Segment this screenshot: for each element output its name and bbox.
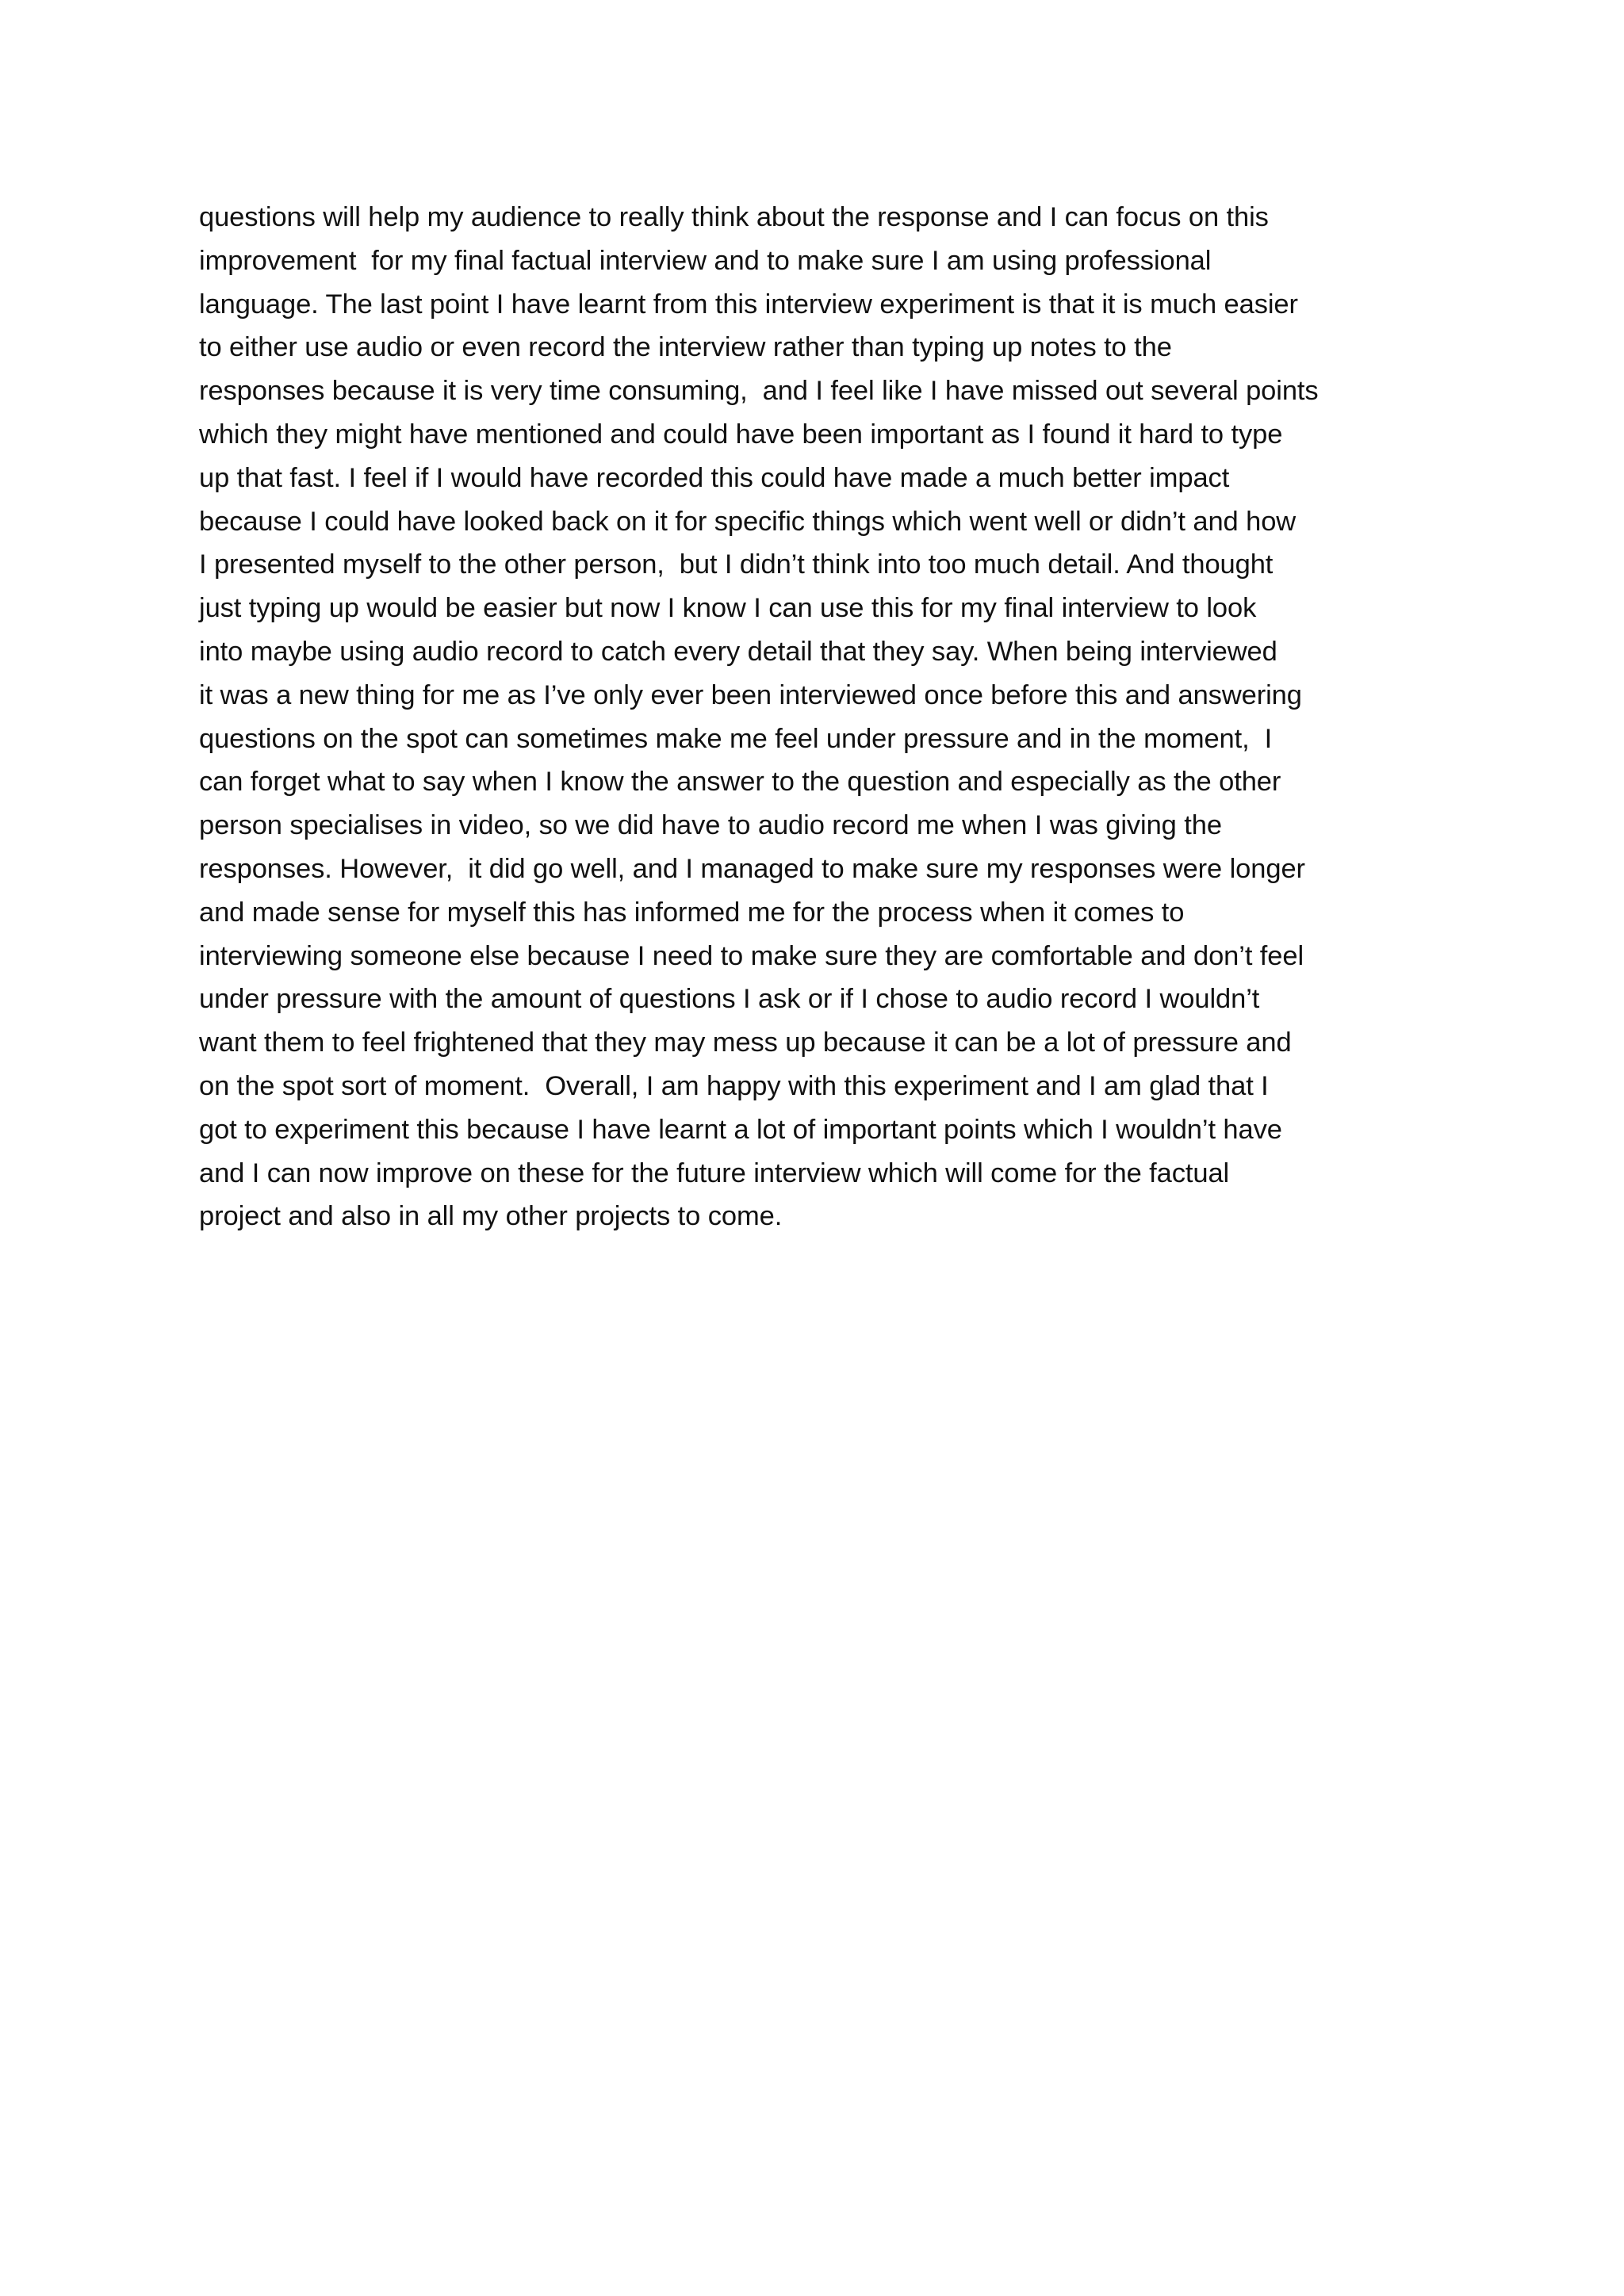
text-line: because I could have looked back on it for specific things which went well or didn’t and how bbox=[199, 506, 1297, 537]
text-line: project and also in all my other projects to come. bbox=[199, 1201, 783, 1232]
text-line: improvement for my final factual interview and to make sure I am using professional bbox=[199, 245, 1212, 276]
text-line: up that fast. I feel if I would have recorded this could have made a much better impact bbox=[199, 462, 1230, 493]
body-paragraph bbox=[199, 196, 1436, 1238]
text-line: and made sense for myself this has informed me for the process when it comes to bbox=[199, 897, 1185, 928]
text-line: interviewing someone else because I need to make sure they are comfortable and don’t feel bbox=[199, 940, 1304, 971]
text-line: which they might have mentioned and could have been important as I found it hard to type bbox=[199, 419, 1283, 450]
text-line: it was a new thing for me as I’ve only ever been interviewed once before this and answering bbox=[199, 679, 1302, 710]
text-line: questions will help my audience to really think about the response and I can focus on this bbox=[199, 202, 1269, 232]
text-line: got to experiment this because I have learnt a lot of important points which I wouldn’t have bbox=[199, 1114, 1282, 1145]
text-line: I presented myself to the other person, but I didn’t think into too much detail. And thought bbox=[199, 549, 1274, 580]
text-line: under pressure with the amount of questions I ask or if I chose to audio record I wouldn’t bbox=[199, 984, 1260, 1015]
text-line: person specialises in video, so we did have to audio record me when I was giving the bbox=[199, 810, 1222, 841]
text-line: responses. However, it did go well, and I managed to make sure my responses were longer bbox=[199, 853, 1305, 884]
text-line: to either use audio or even record the interview rather than typing up notes to the bbox=[199, 332, 1172, 363]
text-line: just typing up would be easier but now I know I can use this for my final interview to look bbox=[199, 593, 1257, 624]
text-line: want them to feel frightened that they may mess up because it can be a lot of pressure and bbox=[199, 1027, 1292, 1058]
text-line: and I can now improve on these for the future interview which will come for the factual bbox=[199, 1158, 1230, 1188]
text-line: language. The last point I have learnt from this interview experiment is that it is much easier bbox=[199, 289, 1298, 320]
text-line: questions on the spot can sometimes make me feel under pressure and in the moment, I bbox=[199, 723, 1273, 754]
text-line: can forget what to say when I know the answer to the question and especially as the other bbox=[199, 767, 1281, 798]
text-line: responses because it is very time consuming, and I feel like I have missed out several points bbox=[199, 376, 1319, 407]
text-line: on the spot sort of moment. Overall, I am happy with this experiment and I am glad that I bbox=[199, 1070, 1269, 1101]
text-line: into maybe using audio record to catch every detail that they say. When being interviewed bbox=[199, 636, 1277, 667]
